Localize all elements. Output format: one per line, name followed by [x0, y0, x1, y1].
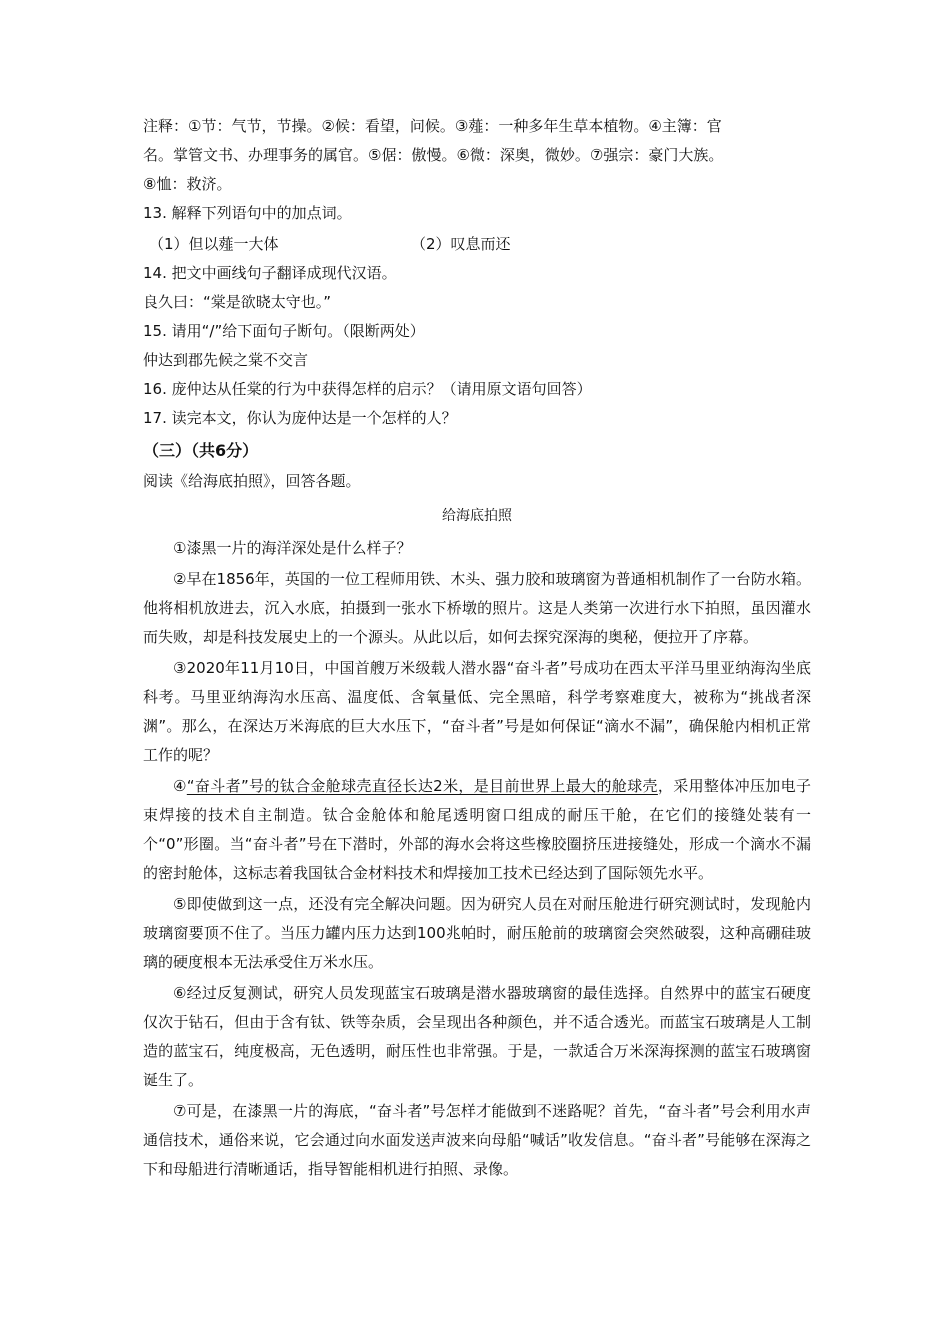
article-paragraph-7: ⑦可是，在漆黑一片的海底，“奋斗者”号怎样才能做到不迷路呢？首先，“奋斗者”号会利用水声通信技术，通俗来说，它会通过向水面发送声波来向母船“喊话”收发信息。“奋斗者”号能够在深海之下和母船进行清晰通话，指导智能相机进行拍照、录像。 [143, 1102, 811, 1178]
article-paragraph-1: ①漆黑一片的海洋深处是什么样子？ [173, 539, 412, 557]
notes-line-3: ⑧恤：救济。 [143, 175, 232, 193]
question-15: 15. 请用“/”给下面句子断句。（限断两处） [143, 322, 425, 340]
article-paragraph-6: ⑥经过反复测试，研究人员发现蓝宝石玻璃是潜水器玻璃窗的最佳选择。自然界中的蓝宝石硬度仅次于钻石，但由于含有钛、铁等杂质，会呈现出各种颜色，并不适合透光。而蓝宝石玻璃是人工制造的蓝宝石，纯度极高，无色透明，耐压性也非常强。于是，一款适合万米深海探测的蓝宝石玻璃窗诞生了。 [143, 984, 811, 1089]
question-13-item-2: （2）叹息而还 [411, 235, 511, 253]
underlined-sentence: “奋斗者”号的钛合金舱球壳直径长达2米，是目前世界上最大的舱球壳 [186, 777, 658, 795]
article-paragraph-4 [143, 772, 811, 888]
article-paragraph-5: ⑤即使做到这一点，还没有完全解决问题。因为研究人员在对耐压舱进行研究测试时，发现舱内玻璃窗要顶不住了。当压力罐内压力达到100兆帕时，耐压舱前的玻璃窗会突然破裂，这种高硼硅玻璃的硬度根本无法承受住万米水压。 [143, 895, 811, 971]
section-3-heading: （三）（共6分） [143, 441, 259, 460]
article-paragraph-2: ②早在1856年，英国的一位工程师用铁、木头、强力胶和玻璃窗为普通相机制作了一台防水箱。他将相机放进去，沉入水底，拍摄到一张水下桥墩的照片。这是人类第一次进行水下拍照，虽因灌水而失败，却是科技发展史上的一个源头。从此以后，如何去探究深海的奥秘，便拉开了序幕。 [143, 570, 811, 646]
question-13-item-1: （1）但以薤一大体 [149, 235, 279, 253]
question-16: 16. 庞仲达从任棠的行为中获得怎样的启示？（请用原文语句回答） [143, 380, 592, 398]
question-17: 17. 读完本文，你认为庞仲达是一个怎样的人？ [143, 409, 457, 427]
article-paragraph-4-rest: ，采用整体冲压加电子束焊接的技术自主制造。钛合金舱体和舱尾透明窗口组成的耐压干舱，在它们的接缝处装有一个“0”形圈。当“奋斗者”号在下潜时，外部的海水会将这些橡胶圈挤压进接缝处，形成一个滴水不漏的密封舱体，这标志着我国钛合金材料技术和焊接加工技术已经达到了国际领先水平。 [143, 777, 811, 882]
question-15-sentence: 仲达到郡先候之棠不交言 [143, 351, 309, 369]
notes-line-1: 注释：①节：气节，节操。②候：看望，问候。③薤：一种多年生草本植物。④主簿：官 [143, 117, 722, 135]
question-13: 13. 解释下列语句中的加点词。 [143, 204, 352, 222]
question-14-sentence: 良久曰：“棠是欲晓太守也。” [143, 293, 332, 311]
section-3-instruction: 阅读《给海底拍照》，回答各题。 [143, 472, 361, 490]
exam-page [143, 112, 811, 1186]
question-13-items [143, 230, 811, 259]
article-title: 给海底拍照 [442, 508, 512, 524]
question-14: 14. 把文中画线句子翻译成现代汉语。 [143, 264, 397, 282]
article-paragraph-3: ③2020年11月10日，中国首艘万米级载人潜水器“奋斗者”号成功在西太平洋马里亚纳海沟坐底科考。马里亚纳海沟水压高、温度低、含氧量低、完全黑暗，科学考察难度大，被称为“挑战者深渊”。那么，在深达万米海底的巨大水压下，“奋斗者”号是如何保证“滴水不漏”，确保舱内相机正常工作的呢？ [143, 659, 811, 764]
article-paragraph-4-number: ④ [173, 777, 187, 795]
notes-line-2: 名。掌管文书、办理事务的属官。⑤倨：傲慢。⑥微：深奥，微妙。⑦强宗：豪门大族。 [143, 146, 724, 164]
